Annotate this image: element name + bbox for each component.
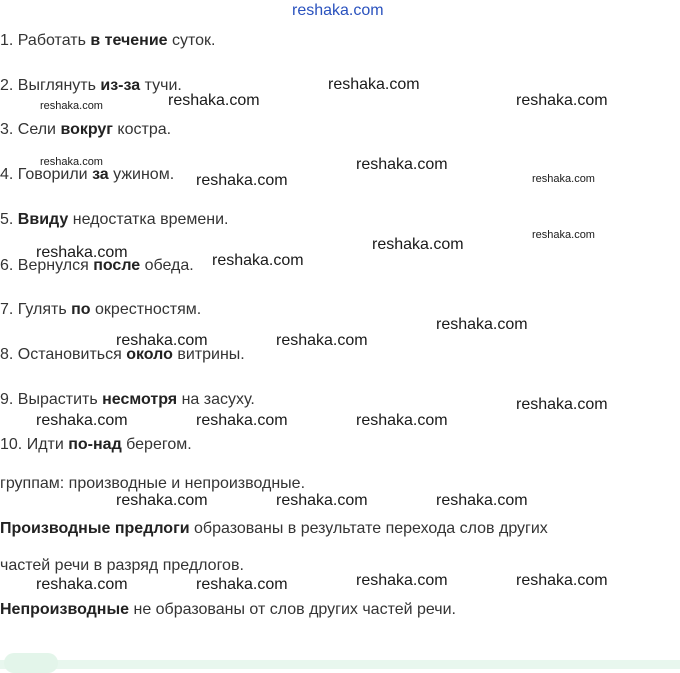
preposition: за	[92, 166, 109, 183]
paragraph	[0, 556, 244, 576]
watermark: reshaka.com	[196, 412, 288, 429]
list-item	[0, 210, 228, 230]
watermark: reshaka.com	[116, 332, 208, 349]
watermark: reshaka.com	[372, 236, 464, 253]
watermark: reshaka.com	[168, 92, 260, 109]
watermark: reshaka.com	[36, 576, 128, 593]
bottom-bubble[interactable]	[4, 653, 58, 673]
preposition: по-над	[68, 436, 122, 453]
list-item	[0, 390, 255, 410]
line-text: не образованы от слов других частей речи.	[129, 601, 456, 618]
line-text: недостатка времени.	[68, 211, 229, 228]
preposition: из-за	[100, 77, 141, 94]
watermark: reshaka.com	[36, 412, 128, 429]
line-text: ужином.	[108, 166, 175, 183]
preposition: в течение	[90, 32, 168, 49]
line-text: окрестностям.	[90, 301, 202, 318]
line-text: 10. Идти	[0, 436, 69, 453]
watermark: reshaka.com	[116, 492, 208, 509]
line-text: тучи.	[140, 77, 182, 94]
line-text: 8. Остановиться	[0, 346, 127, 363]
paragraph	[0, 600, 456, 620]
watermark: reshaka.com	[516, 396, 608, 413]
preposition: вокруг	[60, 121, 113, 138]
list-item	[0, 435, 192, 455]
list-item	[0, 300, 201, 320]
line-text: 3. Сели	[0, 121, 61, 138]
line-text: суток.	[167, 32, 216, 49]
watermark-top[interactable]: reshaka.com	[292, 2, 384, 19]
line-text: 1. Работать	[0, 32, 91, 49]
preposition: несмотря	[102, 391, 178, 408]
watermark: reshaka.com	[356, 572, 448, 589]
line-text: витрины.	[172, 346, 245, 363]
term: Непроизводные	[0, 601, 130, 618]
watermark: reshaka.com	[40, 156, 103, 168]
watermark: reshaka.com	[196, 576, 288, 593]
watermark: reshaka.com	[276, 492, 368, 509]
list-item	[0, 76, 182, 96]
watermark: reshaka.com	[36, 244, 128, 261]
line-text: 2. Выглянуть	[0, 77, 101, 94]
line-text: костра.	[112, 121, 172, 138]
line-text: обеда.	[140, 257, 194, 274]
watermark: reshaka.com	[40, 100, 103, 112]
watermark: reshaka.com	[532, 229, 595, 241]
line-text: на засуху.	[177, 391, 255, 408]
preposition: около	[126, 346, 173, 363]
watermark: reshaka.com	[356, 412, 448, 429]
line-text: 4. Говорили	[0, 166, 93, 183]
line-text: 7. Гулять	[0, 301, 72, 318]
watermark: reshaka.com	[276, 332, 368, 349]
watermark: reshaka.com	[436, 316, 528, 333]
preposition: по	[71, 301, 91, 318]
line-text: 5.	[0, 211, 18, 228]
line-text: берегом.	[121, 436, 192, 453]
watermark: reshaka.com	[356, 156, 448, 173]
bottom-bar	[0, 660, 680, 669]
watermark: reshaka.com	[516, 572, 608, 589]
preposition: Ввиду	[17, 211, 69, 228]
watermark: reshaka.com	[196, 172, 288, 189]
list-item	[0, 31, 215, 51]
line-text: группам: производные и непроизводные.	[0, 475, 306, 492]
line-text: 9. Вырастить	[0, 391, 103, 408]
line-text: 6. Вернулся	[0, 257, 94, 274]
paragraph	[0, 519, 548, 539]
list-item	[0, 120, 171, 140]
watermark: reshaka.com	[328, 76, 420, 93]
line-text: частей речи в разряд предлогов.	[0, 557, 244, 574]
watermark: reshaka.com	[212, 252, 304, 269]
watermark: reshaka.com	[532, 173, 595, 185]
term: Производные предлоги	[0, 520, 190, 537]
watermark: reshaka.com	[436, 492, 528, 509]
line-text: образованы в результате перехода слов других	[189, 520, 548, 537]
watermark: reshaka.com	[516, 92, 608, 109]
preposition: после	[93, 257, 141, 274]
paragraph	[0, 474, 305, 494]
